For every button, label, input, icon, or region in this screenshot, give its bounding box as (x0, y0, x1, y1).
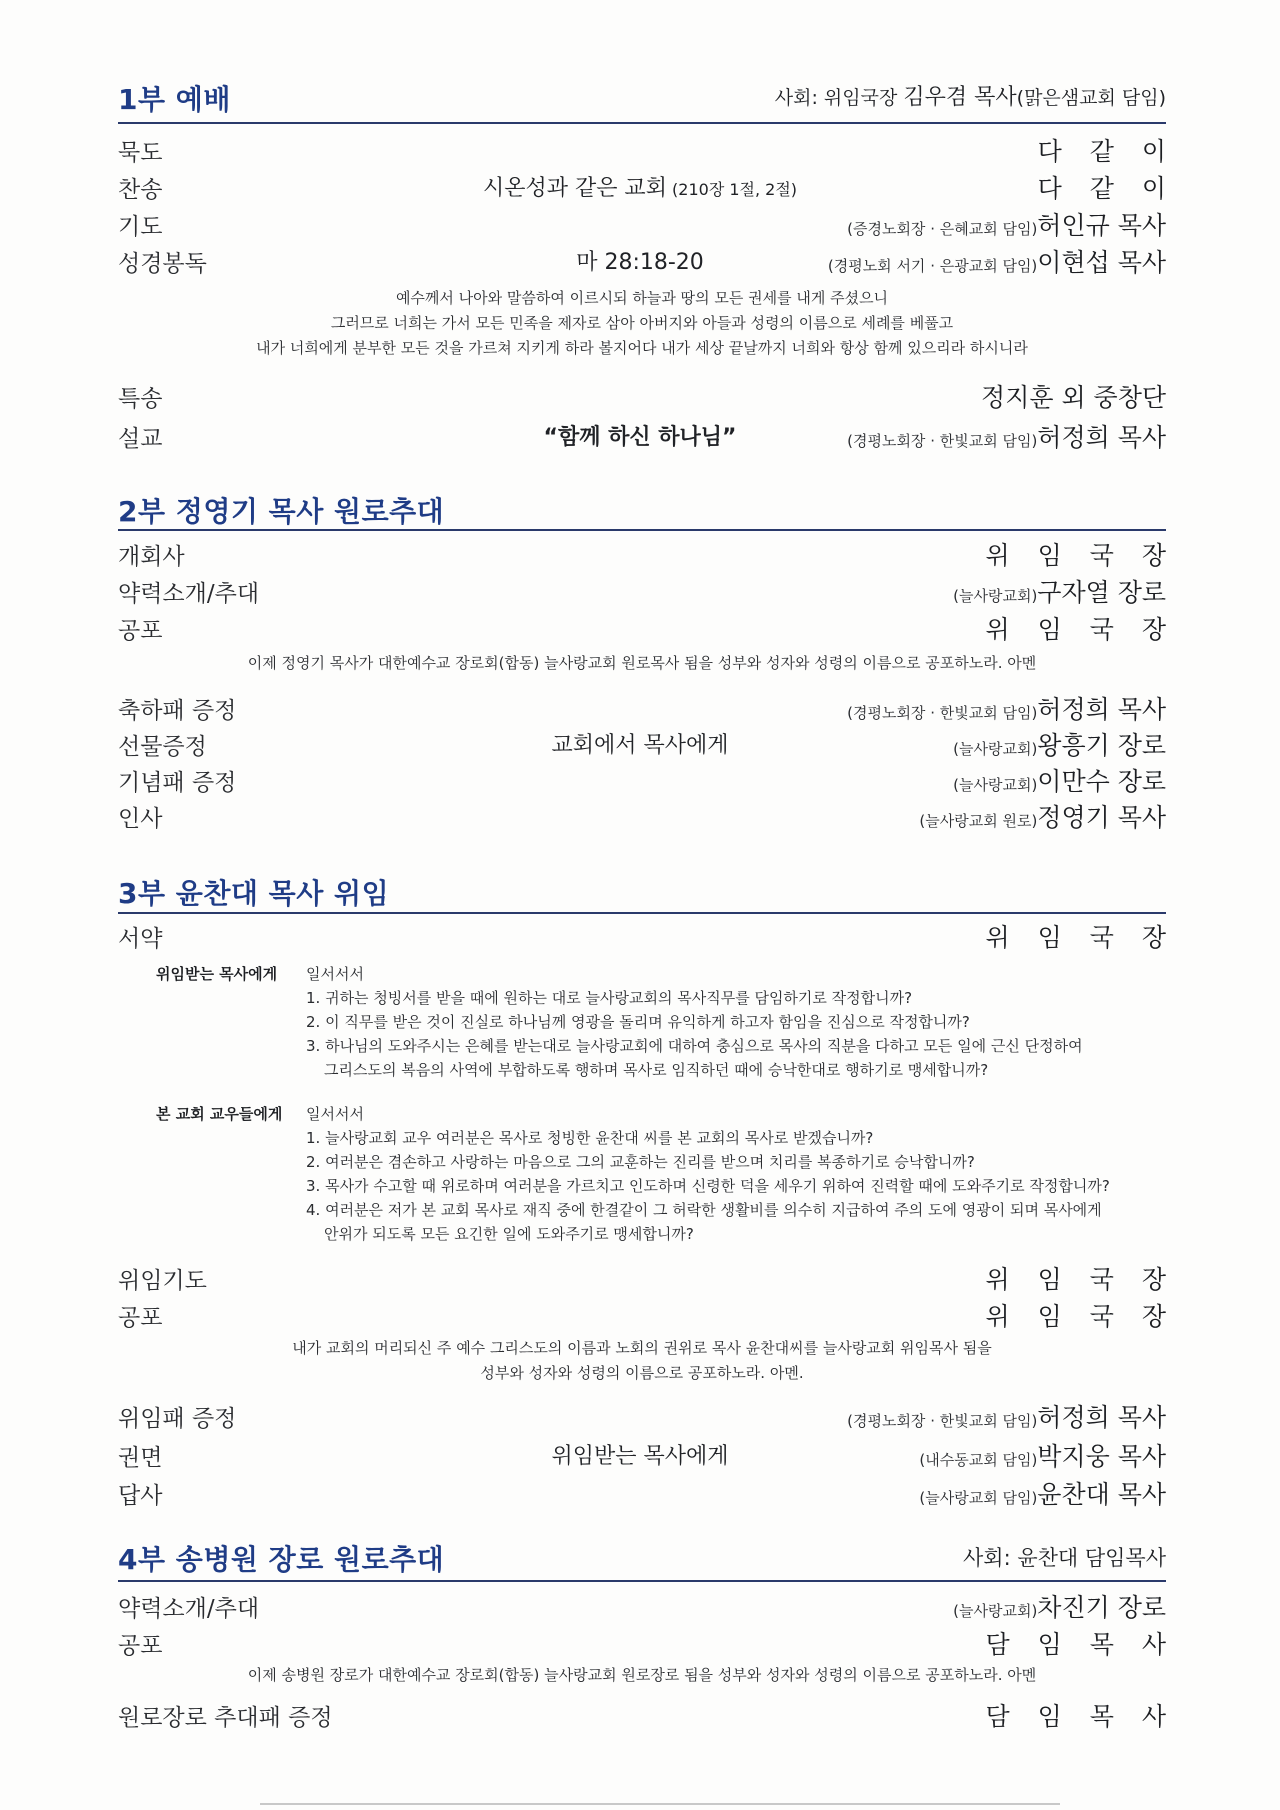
row-affiliation: (경평노회장 · 한빛교회 담임) (847, 1412, 1038, 1430)
proclamation-line: 내가 교회의 머리되신 주 예수 그리스도의 이름과 노회의 권위로 목사 윤찬대씨를 늘사랑교회 위임목사 됨을 (292, 1339, 992, 1357)
vow-line: 안위가 되도록 모든 요긴한 일에 도와주기로 맹세합니까? (324, 1225, 694, 1243)
program-row (0, 1625, 1280, 1659)
row-label: 위임패 증정 (118, 1406, 237, 1432)
program-row (0, 798, 1280, 832)
scripture-line: 내가 너희에게 분부한 모든 것을 가르쳐 지키게 하라 볼지어다 내가 세상 끝날까지 너희와 항상 함께 있으리라 하시니라 (256, 339, 1028, 357)
row-affiliation: (늘사랑교회) (953, 1602, 1038, 1620)
row-center: 위임받는 목사에게 (551, 1444, 729, 1469)
vow-heading: 위임받는 목사에게 (156, 965, 278, 983)
row-affiliation: (늘사랑교회) (953, 587, 1038, 605)
row-affiliation: (경평노회장 · 한빛교회 담임) (847, 432, 1038, 450)
row-label: 설교 (118, 426, 163, 452)
row-label: 공포 (118, 1633, 163, 1659)
proclamation-line: 이제 정영기 목사가 대한예수교 장로회(합동) 늘사랑교회 원로목사 됨을 성부와 성자와 성령의 이름으로 공포하노라. 아멘 (247, 654, 1037, 672)
vow-line: 1. 귀하는 청빙서를 받을 때에 원하는 대로 늘사랑교회의 목사직무를 담임하기로 작정합니까? (306, 989, 913, 1007)
row-label: 개회사 (118, 544, 185, 570)
program-row (0, 132, 1280, 166)
row-name: 담 임 목 사 (985, 1630, 1176, 1659)
row-name: 위 임 국 장 (985, 615, 1176, 644)
row-name: 허인규 목사 (1037, 211, 1166, 240)
part1-host-suffix: (맑은샘교회 담임) (1016, 87, 1166, 109)
row-affiliation: (내수동교회 담임) (919, 1451, 1038, 1469)
row-name: 위 임 국 장 (985, 923, 1176, 952)
row-label: 기념패 증정 (118, 770, 237, 796)
row-name: 왕흥기 장로 (1037, 731, 1166, 760)
row-center: 시온성과 같은 교회 (482, 176, 667, 201)
program-row (0, 169, 1280, 203)
proclamation-line: 이제 송병원 장로가 대한예수교 장로회(합동) 늘사랑교회 원로장로 됨을 성부와 성자와 성령의 이름으로 공포하노라. 아멘 (247, 1666, 1037, 1684)
program-row (0, 243, 1280, 277)
program-row (0, 1697, 1280, 1731)
row-affiliation: (늘사랑교회) (953, 740, 1038, 758)
row-label: 권면 (118, 1445, 163, 1471)
vow-line: 4. 여러분은 저가 본 교회 목사로 재직 중에 한결같이 그 허락한 생활비를 의수히 지급하여 주의 도에 영광이 되며 목사에게 (306, 1201, 1102, 1219)
row-label: 기도 (118, 214, 163, 240)
row-label: 공포 (118, 618, 163, 644)
part3-divider (118, 912, 1166, 914)
row-name: 이만수 장로 (1037, 767, 1166, 796)
row-name: 허정희 목사 (1037, 1403, 1166, 1432)
row-affiliation: (늘사랑교회 원로) (919, 812, 1038, 830)
row-label: 묵도 (118, 140, 163, 166)
row-name: 담 임 목 사 (985, 1702, 1176, 1731)
vow-line: 2. 이 직무를 받은 것이 진실로 하나님께 영광을 돌리며 유익하게 하고자 함임을 진심으로 작정합니까? (306, 1013, 970, 1031)
row-name: 박지웅 목사 (1037, 1442, 1166, 1471)
row-name: 이현섭 목사 (1037, 248, 1166, 277)
scripture-line: 예수께서 나아와 말씀하여 이르시되 하늘과 땅의 모든 권세를 내게 주셨으니 (395, 289, 889, 307)
row-affiliation: (늘사랑교회 담임) (919, 1489, 1038, 1507)
row-affiliation: (늘사랑교회) (953, 776, 1038, 794)
row-label: 성경봉독 (118, 251, 207, 277)
vow-line: 일서서서 (306, 1105, 364, 1123)
row-label: 위임기도 (118, 1268, 207, 1294)
sermon-title: “함께 하신 하나님” (543, 425, 737, 450)
row-label: 약력소개/추대 (118, 581, 260, 607)
row-affiliation: (경평노회 서기 · 은광교회 담임) (827, 257, 1038, 275)
part4-divider (118, 1580, 1166, 1582)
row-name: 차진기 장로 (1037, 1593, 1166, 1622)
vow-line: 그리스도의 복음의 사역에 부합하도록 행하며 목사로 임직하던 때에 승낙한대로 행하기로 맹세합니까? (324, 1061, 989, 1079)
row-center: 마 28:18-20 (576, 250, 704, 275)
row-label: 축하패 증정 (118, 698, 237, 724)
vow-line: 2. 여러분은 겸손하고 사랑하는 마음으로 그의 교훈하는 진리를 받으며 치리를 복종하기로 승낙합니까? (306, 1153, 975, 1171)
part2-divider (118, 529, 1166, 531)
row-label: 찬송 (118, 177, 163, 203)
row-name: 구자열 장로 (1037, 578, 1166, 607)
row-name: 위 임 국 장 (985, 1265, 1176, 1294)
vow-line: 3. 하나님의 도와주시는 은혜를 받는대로 늘사랑교회에 대하여 충심으로 목사의 직분을 다하고 모든 일에 근신 단정하여 (306, 1037, 1083, 1055)
part4-title: 4부 송병원 장로 원로추대 (118, 1543, 445, 1576)
vow-heading: 본 교회 교우들에게 (156, 1105, 283, 1123)
row-label: 약력소개/추대 (118, 1596, 260, 1622)
row-label: 서약 (118, 926, 163, 952)
part1-divider (118, 122, 1166, 124)
row-label: 원로장로 추대패 증정 (118, 1705, 333, 1731)
row-name: 윤찬대 목사 (1037, 1480, 1166, 1509)
row-affiliation: (경평노회장 · 한빛교회 담임) (847, 704, 1038, 722)
vow-line: 일서서서 (306, 965, 364, 983)
program-row (0, 573, 1280, 607)
program-row (0, 690, 1280, 724)
vow-line: 1. 늘사랑교회 교우 여러분은 목사로 청빙한 윤찬대 씨를 본 교회의 목사로 받겠습니까? (306, 1129, 874, 1147)
program-row (0, 378, 1280, 412)
row-name: 위 임 국 장 (985, 1302, 1176, 1331)
program-row (0, 1398, 1280, 1432)
program-row (0, 1260, 1280, 1294)
row-label: 답사 (118, 1483, 163, 1509)
row-name: 위 임 국 장 (985, 541, 1176, 570)
proclamation-line: 성부와 성자와 성령의 이름으로 공포하노라. 아멘. (480, 1364, 804, 1382)
part4-host: 사회: 윤찬대 담임목사 (963, 1546, 1166, 1570)
program-row (0, 1475, 1280, 1509)
part1-host-name: 김우겸 목사 (903, 85, 1017, 110)
program-row (0, 1297, 1280, 1331)
row-label: 공포 (118, 1305, 163, 1331)
row-name: 정영기 목사 (1037, 803, 1166, 832)
row-name: 다 같 이 (1037, 174, 1176, 203)
row-center: 교회에서 목사에게 (551, 733, 729, 758)
row-name: 정지훈 외 중창단 (981, 383, 1166, 412)
program-row (0, 206, 1280, 240)
part1-host-prefix: 사회: 위임국장 (774, 87, 904, 109)
row-label: 인사 (118, 806, 163, 832)
row-name: 허정희 목사 (1037, 423, 1166, 452)
scripture-line: 그러므로 너희는 가서 모든 민족을 제자로 삼아 아버지와 아들과 성령의 이름으로 세례를 베풀고 (330, 314, 954, 332)
vow-line: 3. 목사가 수고할 때 위로하며 여러분을 가르치고 인도하며 신령한 덕을 세우기 위하여 진력할 때에 도와주기로 작정합니까? (306, 1177, 1110, 1195)
row-name: 허정희 목사 (1037, 695, 1166, 724)
program-row (0, 610, 1280, 644)
part1-host (775, 80, 1166, 111)
program-row (0, 1588, 1280, 1622)
row-label: 선물증정 (118, 734, 207, 760)
program-row (0, 918, 1280, 952)
program-row (0, 726, 1280, 760)
page-bottom-rule (260, 1803, 1060, 1805)
row-affiliation: (증경노회장 · 은혜교회 담임) (847, 220, 1038, 238)
program-row (0, 1437, 1280, 1471)
row-center-small: (210장 1절, 2절) (666, 180, 798, 199)
row-label: 특송 (118, 386, 163, 412)
part1-title: 1부 예배 (118, 83, 231, 116)
program-row (0, 418, 1280, 452)
part2-title: 2부 정영기 목사 원로추대 (118, 495, 445, 528)
program-row (0, 762, 1280, 796)
program-row (0, 536, 1280, 570)
row-name: 다 같 이 (1037, 137, 1176, 166)
part3-title: 3부 윤찬대 목사 위임 (118, 877, 390, 910)
